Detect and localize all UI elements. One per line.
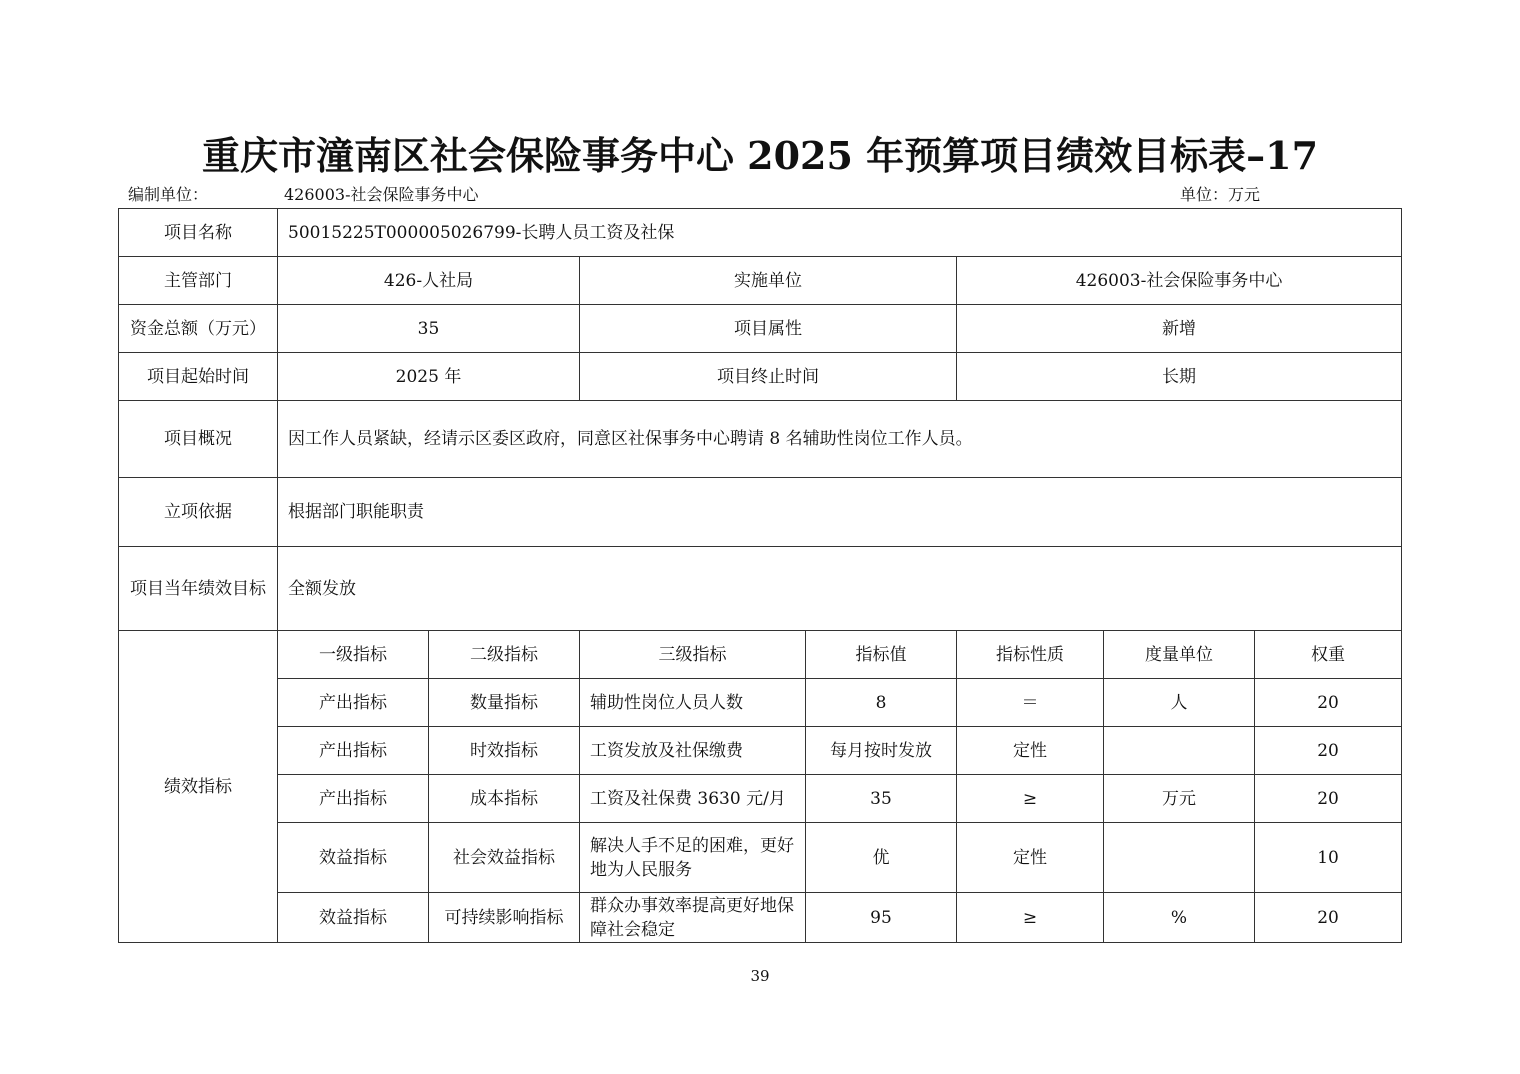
row-time: [119, 353, 1402, 401]
table-row: [119, 823, 1402, 893]
cell-level1: 效益指标: [278, 893, 429, 943]
cell-level2: 成本指标: [429, 775, 580, 823]
row-overview: [119, 401, 1402, 478]
table-row: [119, 893, 1402, 943]
end-value: 长期: [957, 353, 1402, 401]
cell-value: 优: [806, 823, 957, 893]
cell-level2: 可持续影响指标: [429, 893, 580, 943]
cell-value: 每月按时发放: [806, 727, 957, 775]
cell-nature: 定性: [957, 727, 1104, 775]
cell-level1: 产出指标: [278, 727, 429, 775]
row-basis: [119, 478, 1402, 547]
header-unit: 度量单位: [1104, 631, 1255, 679]
table-row: [119, 727, 1402, 775]
cell-level3: 群众办事效率提高更好地保障社会稳定: [580, 893, 806, 943]
start-label: 项目起始时间: [119, 353, 278, 401]
performance-table: [118, 208, 1402, 943]
attr-value: 新增: [957, 305, 1402, 353]
header-level1: 一级指标: [278, 631, 429, 679]
cell-nature: ≥: [957, 893, 1104, 943]
cell-unit: [1104, 823, 1255, 893]
dept-value: 426-人社局: [278, 257, 580, 305]
cell-unit: 万元: [1104, 775, 1255, 823]
cell-level3: 工资发放及社保缴费: [580, 727, 806, 775]
cell-weight: 10: [1255, 823, 1402, 893]
header-nature: 指标性质: [957, 631, 1104, 679]
cell-unit: [1104, 727, 1255, 775]
cell-value: 35: [806, 775, 957, 823]
cell-weight: 20: [1255, 727, 1402, 775]
cell-unit: %: [1104, 893, 1255, 943]
cell-level1: 产出指标: [278, 679, 429, 727]
cell-value: 8: [806, 679, 957, 727]
cell-weight: 20: [1255, 775, 1402, 823]
cell-level2: 数量指标: [429, 679, 580, 727]
row-dept: [119, 257, 1402, 305]
unit-value: 426003-社会保险事务中心: [284, 185, 479, 204]
cell-nature: 定性: [957, 823, 1104, 893]
header-weight: 权重: [1255, 631, 1402, 679]
basis-label: 立项依据: [119, 478, 278, 547]
indicator-section-label: 绩效指标: [119, 631, 278, 943]
cell-level2: 时效指标: [429, 727, 580, 775]
cell-level2: 社会效益指标: [429, 823, 580, 893]
goal-value: 全额发放: [278, 547, 1402, 631]
impl-value: 426003-社会保险事务中心: [957, 257, 1402, 305]
table-row: [119, 775, 1402, 823]
table-row: [119, 679, 1402, 727]
cell-level1: 效益指标: [278, 823, 429, 893]
header-level2: 二级指标: [429, 631, 580, 679]
row-project-name: [119, 209, 1402, 257]
impl-label: 实施单位: [580, 257, 957, 305]
overview-label: 项目概况: [119, 401, 278, 478]
project-name-value: 50015225T000005026799-长聘人员工资及社保: [278, 209, 1402, 257]
row-goal: [119, 547, 1402, 631]
cell-unit: 人: [1104, 679, 1255, 727]
cell-nature: ≥: [957, 775, 1104, 823]
row-funds: [119, 305, 1402, 353]
cell-level3: 工资及社保费 3630 元/月: [580, 775, 806, 823]
basis-value: 根据部门职能职责: [278, 478, 1402, 547]
header-level3: 三级指标: [580, 631, 806, 679]
header-value: 指标值: [806, 631, 957, 679]
page-title: 重庆市潼南区社会保险事务中心 2025 年预算项目绩效目标表–17: [201, 133, 1319, 178]
currency-label: 单位：万元: [1180, 185, 1261, 204]
goal-label: 项目当年绩效目标: [119, 547, 278, 631]
overview-value: 因工作人员紧缺，经请示区委区政府，同意区社保事务中心聘请 8 名辅助性岗位工作人员。: [278, 401, 1402, 478]
page-number: 39: [750, 967, 770, 985]
cell-nature: ＝: [957, 679, 1104, 727]
cell-level3: 辅助性岗位人员人数: [580, 679, 806, 727]
cell-level1: 产出指标: [278, 775, 429, 823]
start-value: 2025 年: [278, 353, 580, 401]
dept-label: 主管部门: [119, 257, 278, 305]
attr-label: 项目属性: [580, 305, 957, 353]
cell-level3: 解决人手不足的困难，更好地为人民服务: [580, 823, 806, 893]
funds-value: 35: [278, 305, 580, 353]
project-name-label: 项目名称: [119, 209, 278, 257]
indicator-header-row: [119, 631, 1402, 679]
cell-weight: 20: [1255, 679, 1402, 727]
unit-label: 编制单位：: [128, 185, 209, 204]
funds-label: 资金总额（万元）: [119, 305, 278, 353]
end-label: 项目终止时间: [580, 353, 957, 401]
cell-weight: 20: [1255, 893, 1402, 943]
cell-value: 95: [806, 893, 957, 943]
